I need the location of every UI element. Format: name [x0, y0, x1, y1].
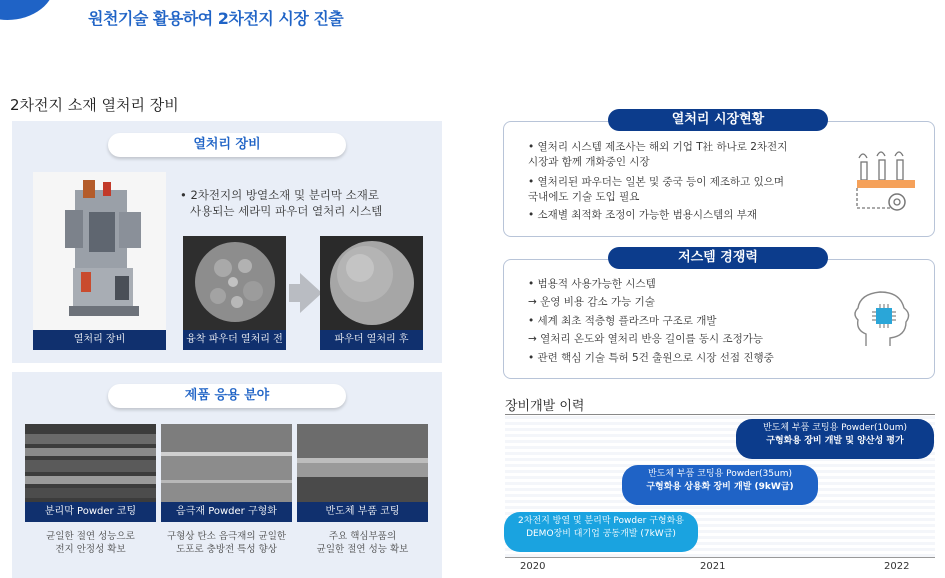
caption-equipment: 열처리 장비: [33, 330, 166, 350]
history-title-underline: [505, 414, 935, 415]
history-title: 장비개발 이력: [505, 399, 585, 414]
section-title: 2차전지 소재 열처리 장비: [10, 96, 179, 114]
competitiveness-line-5: • 관련 핵심 기술 특허 5건 출원으로 시장 선점 진행중: [528, 352, 774, 364]
equipment-pill: 열처리 장비: [108, 133, 346, 157]
anode-desc-line1: 구형상 탄소 음극재의 균일한: [166, 531, 287, 542]
caption-anode-spheroidize: 음극재 Powder 구형화: [161, 502, 292, 522]
timeline-axis: [505, 557, 935, 558]
separator-coating-photo: [25, 424, 156, 502]
timeline-item-2021-line1: 반도체 부품 코팅용 Powder(35um): [647, 469, 792, 479]
semiconductor-coating-photo: [297, 424, 428, 502]
competitiveness-line-3: • 세계 최초 적층형 플라즈마 구조로 개발: [528, 315, 717, 327]
timeline-item-2022-line1: 반도체 부품 코팅용 Powder(10um): [762, 423, 907, 433]
brain-chip-icon: [852, 286, 918, 352]
separator-desc-line1: 균일한 절연 성능으로: [46, 531, 135, 542]
page-title: 원천기술 활용하여 2차전지 시장 진출: [88, 9, 344, 28]
equipment-photo: [33, 172, 166, 330]
caption-semiconductor-coating: 반도체 부품 코팅: [297, 502, 428, 522]
powder-after-photo: [320, 236, 423, 330]
market-line-2: 시장과 함께 개화중인 시장: [528, 156, 650, 168]
year-2021: 2021: [700, 561, 726, 572]
powder-before-photo: [183, 236, 286, 330]
market-header: 열처리 시장현황: [608, 109, 828, 131]
equipment-bullet-line1: • 2차전지의 방열소재 및 분리막 소재로: [180, 188, 380, 202]
application-pill: 제품 응용 분야: [108, 384, 346, 408]
brand-corner-shape: [0, 0, 55, 20]
competitiveness-line-2: → 운영 비용 감소 가능 기술: [528, 296, 655, 308]
timeline-item-2020: [504, 512, 698, 552]
market-line-1: • 열처리 시스템 제조사는 해외 기업 T社 하나로 2차전지: [528, 141, 788, 153]
timeline-item-2021-line2: 구형화용 상용화 장비 개발 (9kW급): [646, 482, 794, 492]
equipment-bullet-line2: 사용되는 세라믹 파우더 열처리 시스템: [190, 204, 383, 218]
market-line-5: • 소재별 최적화 조정이 가능한 범용시스템의 부재: [528, 209, 758, 221]
caption-separator-coating: 분리막 Powder 코팅: [25, 502, 156, 522]
anode-desc-line2: 도포로 충방전 특성 향상: [176, 544, 277, 555]
semiconductor-desc-line2: 균일한 절연 성능 확보: [316, 544, 409, 555]
separator-desc-line2: 전지 안정성 확보: [55, 544, 126, 555]
factory-icon: [855, 146, 917, 216]
timeline-item-2020-line1: 2차전지 방열 및 분리막 Powder 구형화용: [518, 516, 684, 526]
timeline-item-2022-line2: 구형화용 장비 개발 및 양산성 평가: [766, 436, 904, 446]
caption-powder-before: 융착 파우더 열처리 전: [183, 330, 286, 350]
timeline-item-2022: [736, 419, 934, 459]
competitiveness-line-4: → 열처리 온도와 열처리 반응 길이를 동시 조정가능: [528, 333, 764, 345]
competitiveness-header: 저스템 경쟁력: [608, 247, 828, 269]
timeline-item-2020-line2: DEMO장비 대기업 공동개발 (7kW급): [526, 529, 676, 539]
market-line-3: • 열처리된 파우더는 일본 및 중국 등이 제조하고 있으며: [528, 176, 785, 188]
arrow-right-icon: [300, 273, 322, 313]
year-2020: 2020: [520, 561, 546, 572]
competitiveness-line-1: • 범용적 사용가능한 시스템: [528, 278, 656, 290]
timeline-item-2021: [622, 465, 818, 505]
market-line-4: 국내에도 기술 도입 필요: [528, 191, 640, 203]
semiconductor-desc-line1: 주요 핵심부품의: [328, 531, 397, 542]
anode-spheroidize-photo: [161, 424, 292, 502]
year-2022: 2022: [884, 561, 910, 572]
caption-powder-after: 파우더 열처리 후: [320, 330, 423, 350]
